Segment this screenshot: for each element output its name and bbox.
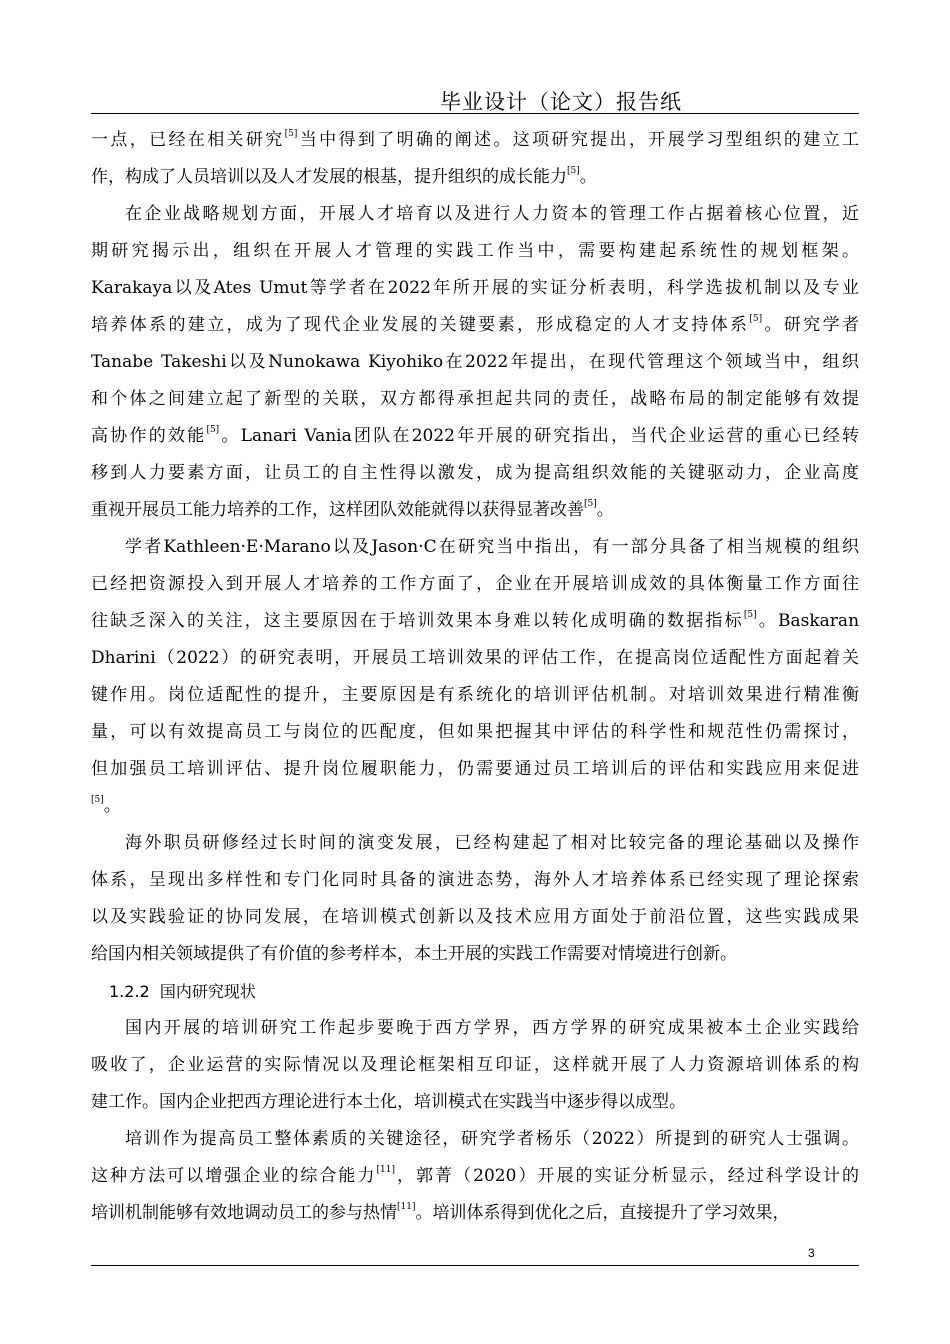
text-line: [91, 714, 859, 751]
text-line: [91, 677, 859, 714]
text-run: Tanabe Takeshi以及Nunokawa Kiyohiko在2022年提出，在现代管理这个领域当中，组织: [91, 352, 859, 372]
citation-marker: [11]: [376, 1165, 395, 1176]
text-run: 重视开展员工能力培养的工作，这样团队效能就得以获得显著改善: [91, 500, 584, 520]
text-run: Karakaya以及Ates Umut等学者在2022年所开展的实证分析表明，科学选拔机制以及专业: [91, 278, 859, 298]
text-line: [91, 159, 859, 196]
citation-marker: [5]: [749, 314, 763, 325]
text-line: [91, 529, 859, 566]
text-run: 吸收了，企业运营的实际情况以及理论框架相互印证，这样就开展了人力资源培训体系的构: [91, 1055, 859, 1075]
text-run: 当中得到了明确的阐述。这项研究提出，开展学习型组织的建立工: [297, 130, 860, 150]
text-run: 培养体系的建立，成为了现代企业发展的关键要素，形成稳定的人才支持体系: [91, 315, 750, 335]
paragraph-group: [91, 122, 859, 973]
text-run: 学者Kathleen·E·Marano以及Jason·C在研究当中指出，有一部分具备了相当规模的组织: [125, 537, 859, 557]
citation-marker: [5]: [206, 425, 220, 436]
text-line: [91, 825, 859, 862]
text-line: [91, 566, 859, 603]
text-line: [91, 344, 859, 381]
text-run: 。Lanari Vania团队在2022年开展的研究指出，当代企业运营的重心已经转: [219, 426, 859, 446]
page-number: 3: [808, 1246, 815, 1260]
citation-marker: [5]: [584, 499, 597, 510]
text-line: [91, 418, 859, 455]
document-body: [91, 122, 859, 1232]
text-line: [91, 1195, 859, 1232]
text-run: 国内开展的培训研究工作起步要晚于西方学界，西方学界的研究成果被本土企业实践给: [125, 1018, 859, 1038]
citation-marker: [5]: [91, 795, 104, 806]
text-line: [91, 122, 859, 159]
text-run: 但加强员工培训评估、提升岗位履职能力，仍需要通过员工培训后的评估和实践应用来促进: [91, 759, 859, 779]
text-run: 和个体之间建立起了新型的关联，双方都得承担起共同的责任，战略布局的制定能够有效提: [91, 389, 859, 409]
section-title: 国内研究现状: [159, 982, 256, 1001]
citation-marker: [5]: [284, 129, 298, 140]
text-run: 培训作为提高员工整体素质的关键途径，研究学者杨乐（2022）所提到的研究人士强调。: [125, 1129, 859, 1149]
text-run: 海外职员研修经过长时间的演变发展，已经构建起了相对比较完备的理论基础以及操作: [125, 833, 859, 853]
text-run: 给国内相关领域提供了有价值的参考样本，本土开展的实践工作需要对情境进行创新。: [91, 944, 737, 964]
text-run: 。培训体系得到优化之后，直接提升了学习效果，: [415, 1203, 790, 1223]
text-line: [91, 1047, 859, 1084]
text-line: [91, 862, 859, 899]
text-run: 移到人力要素方面，让员工的自主性得以激发，成为提高组织效能的关键驱动力，企业高度: [91, 463, 859, 483]
text-line: [91, 196, 859, 233]
text-run: Dharini（2022）的研究表明，开展员工培训效果的评估工作，在提高岗位适配性方面起着关: [91, 648, 859, 668]
text-line: [91, 640, 859, 677]
text-line: [91, 1121, 859, 1158]
text-run: 在企业战略规划方面，开展人才培育以及进行人力资本的管理工作占据着核心位置，近: [125, 204, 859, 224]
text-run: 键作用。岗位适配性的提升，主要原因是有系统化的培训评估机制。对培训效果进行精准衡: [91, 685, 859, 705]
text-line: [91, 233, 859, 270]
text-run: 以及实践验证的协同发展，在培训模式创新以及技术应用方面处于前沿位置，这些实践成果: [91, 907, 859, 927]
text-run: 培训机制能够有效地调动员工的参与热情: [91, 1203, 397, 1223]
text-line: [91, 492, 859, 529]
text-run: 。: [596, 500, 614, 520]
text-line: [91, 1010, 859, 1047]
footer-divider: [91, 1265, 859, 1266]
text-run: 这种方法可以增强企业的综合能力: [91, 1166, 377, 1186]
text-run: 高协作的效能: [91, 426, 207, 446]
text-run: 量，可以有效提高员工与岗位的匹配度，但如果把握其中评估的科学性和规范性仍需探讨，: [91, 722, 859, 742]
text-run: 。研究学者: [762, 315, 859, 335]
page-header-title: 毕业设计（论文）报告纸: [440, 90, 682, 114]
text-run: 作，构成了人员培训以及人才发展的根基，提升组织的成长能力: [91, 167, 567, 187]
header-divider: [91, 113, 859, 114]
text-run: 已经把资源投入到开展人才培养的工作方面了，企业在开展培训成效的具体衡量工作方面往: [91, 574, 859, 594]
text-line: [91, 1158, 859, 1195]
text-run: 建工作。国内企业把西方理论进行本土化，培训模式在实践当中逐步得以成型。: [91, 1092, 686, 1112]
citation-marker: [5]: [743, 610, 757, 621]
text-run: 。Baskaran: [756, 611, 860, 631]
text-line: [91, 788, 859, 825]
text-line: [91, 270, 859, 307]
text-line: [91, 899, 859, 936]
text-line: [91, 307, 859, 344]
text-run: 。: [103, 796, 121, 816]
text-run: 期研究揭示出，组织在开展人才管理的实践工作当中，需要构建起系统性的规划框架。: [91, 241, 859, 261]
paragraph-group: [91, 1010, 859, 1232]
section-heading: [91, 973, 859, 1010]
text-run: 往缺乏深入的关注，这主要原因在于培训效果本身难以转化成明确的数据指标: [91, 611, 744, 631]
text-line: [91, 381, 859, 418]
text-line: [91, 1084, 859, 1121]
text-line: [91, 936, 859, 973]
section-number: 1.2.2: [109, 982, 150, 1001]
text-line: [91, 603, 859, 640]
text-line: [91, 455, 859, 492]
citation-marker: [11]: [397, 1202, 416, 1213]
text-line: [91, 751, 859, 788]
text-run: ，郭菁（2020）开展的实证分析显示，经过科学设计的: [394, 1166, 860, 1186]
text-run: 一点，已经在相关研究: [91, 130, 285, 150]
text-run: 体系，呈现出多样性和专门化同时具备的演进态势，海外人才培养体系已经实现了理论探索: [91, 870, 859, 890]
citation-marker: [5]: [567, 166, 580, 177]
text-run: 。: [579, 167, 597, 187]
